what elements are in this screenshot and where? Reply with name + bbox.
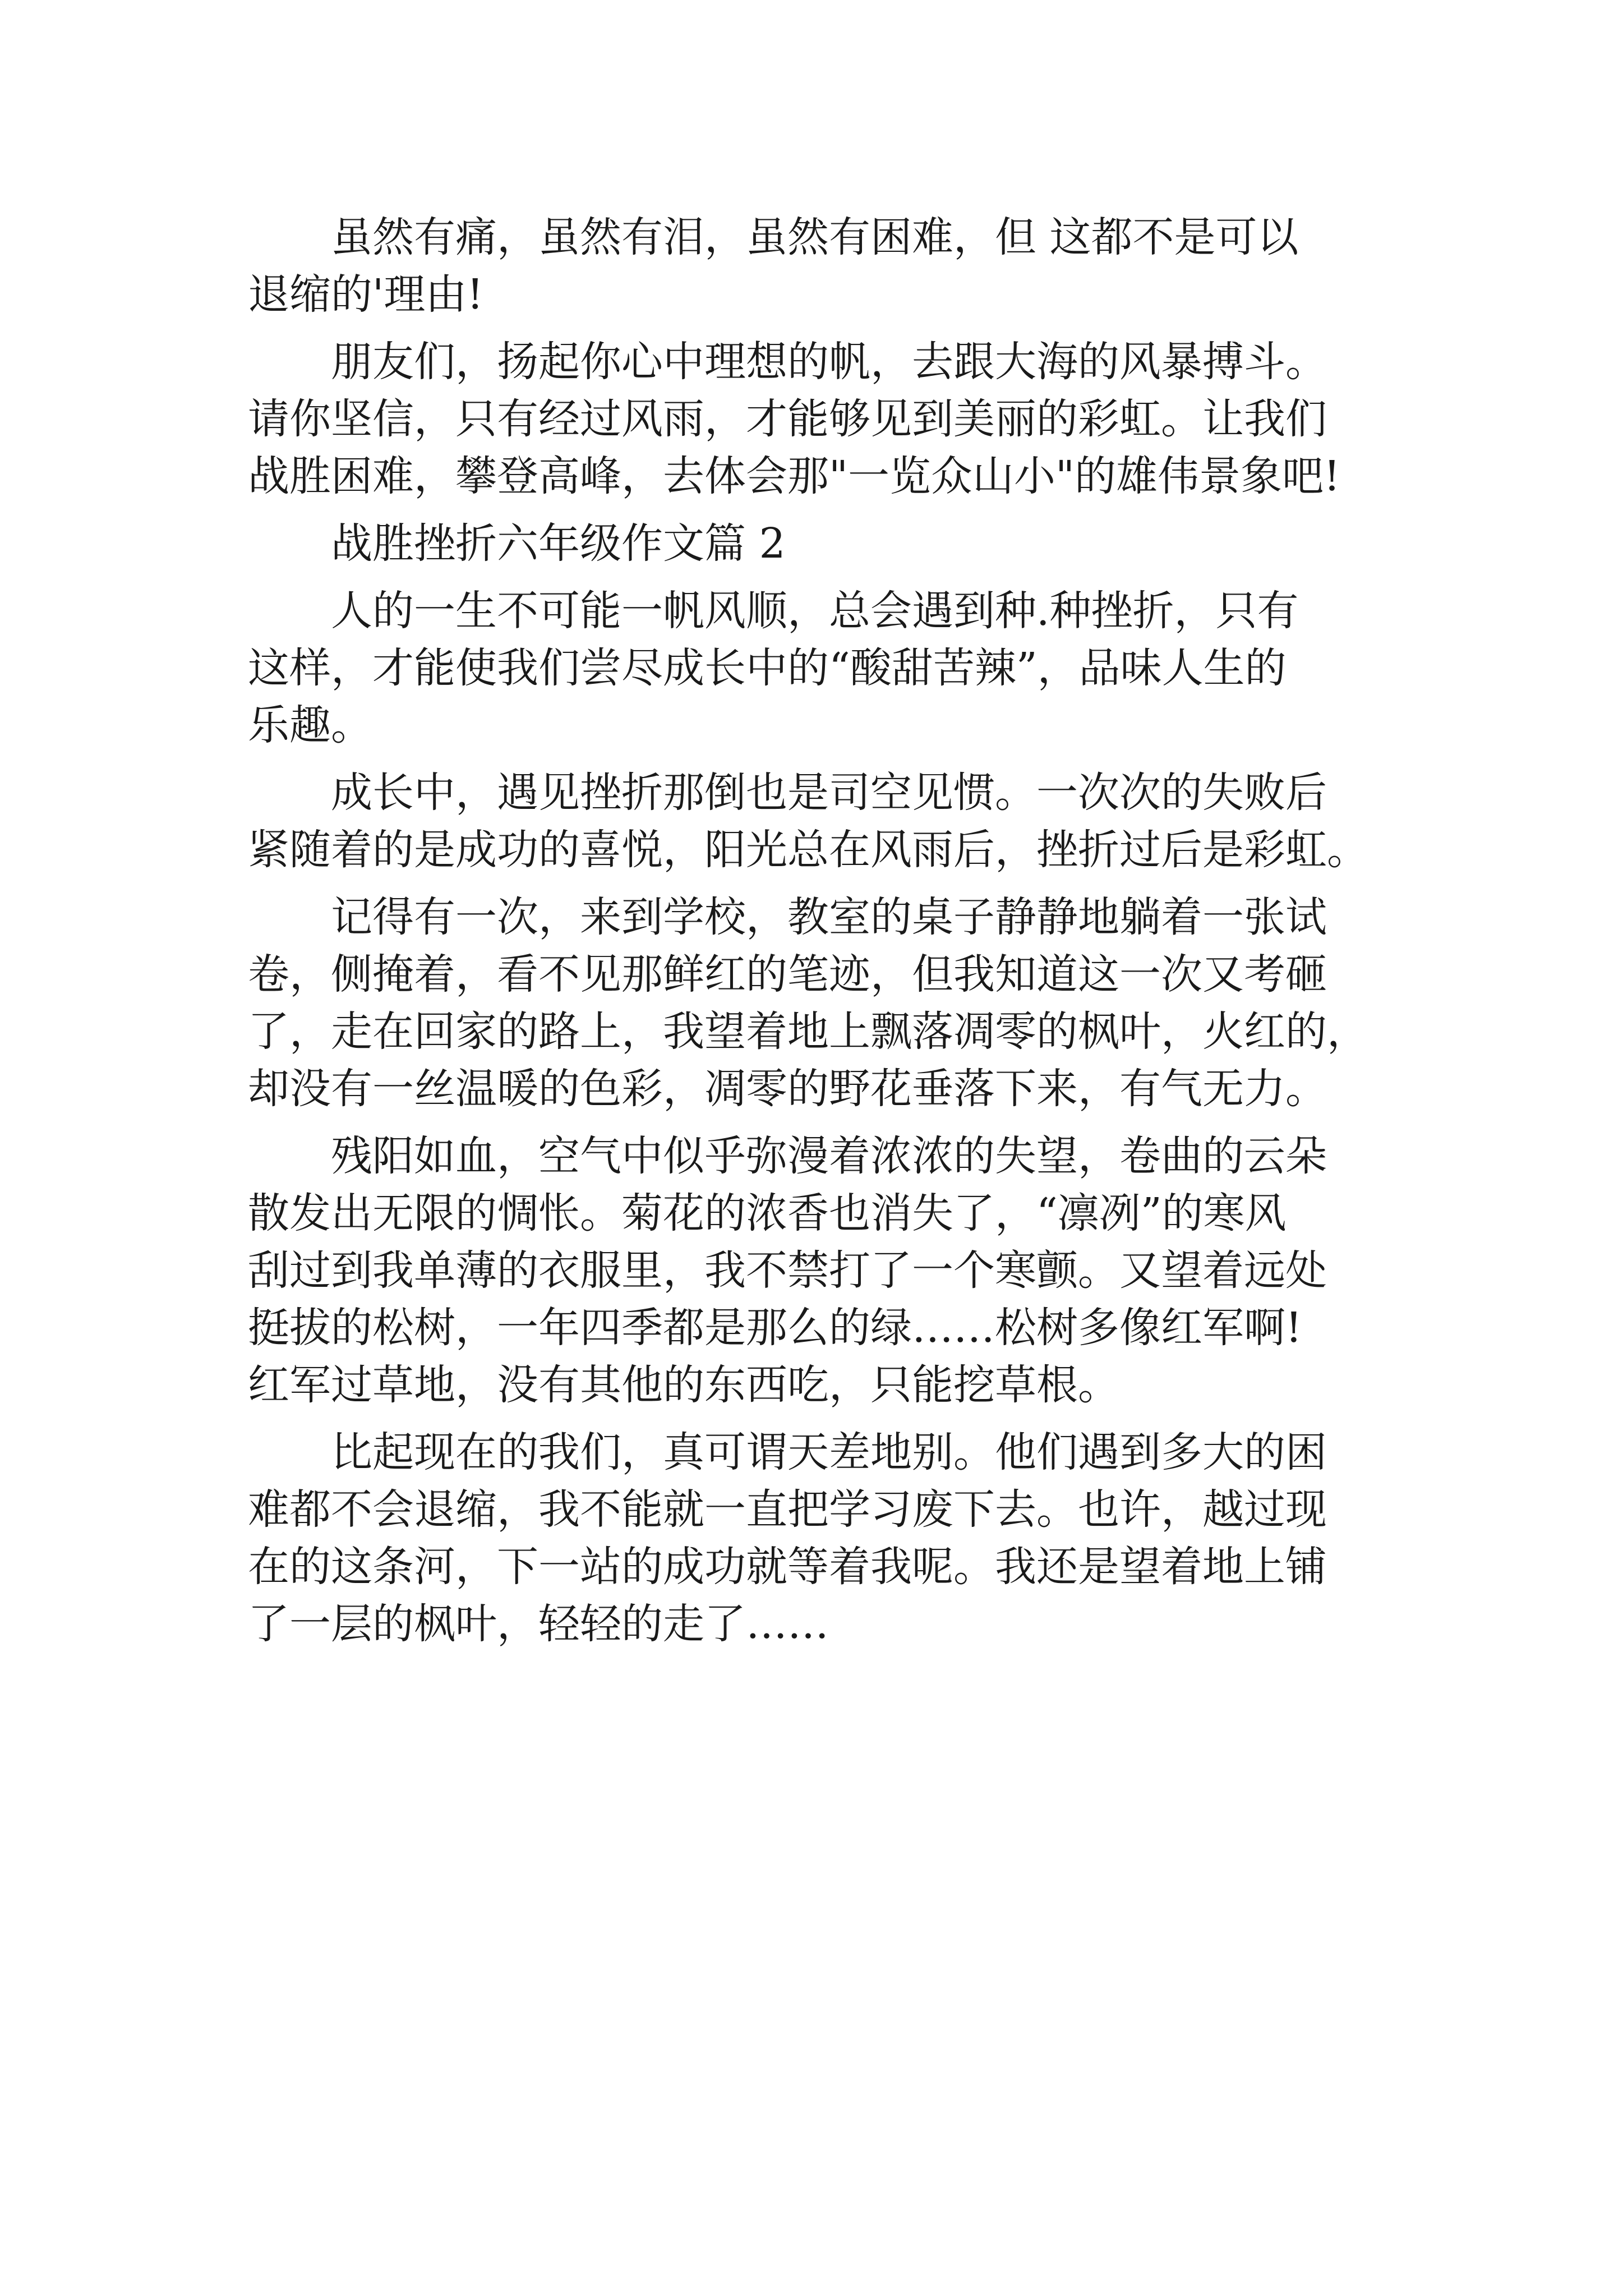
text-line: 却没有一丝温暖的色彩，凋零的野花垂落下来，有气无力。 [248, 1065, 1327, 1113]
paragraph-4 [248, 764, 1392, 878]
title-text: 战胜挫折六年级作文篇 2 [331, 519, 786, 568]
paragraph-5 [248, 889, 1392, 1117]
text-line: 紧随着的是成功的喜悦，阳光总在风雨后，挫折过后是彩虹。 [248, 826, 1368, 874]
text-line: 乐趣。 [248, 701, 372, 749]
text-line: 虽然有痛，虽然有泪，虽然有困难，但 这都不是可以 [331, 213, 1299, 261]
text-line: 刮过到我单薄的衣服里，我不禁打了一个寒颤。又望着远处 [248, 1246, 1327, 1295]
text-line: 了一层的枫叶，轻轻的走了…… [248, 1600, 829, 1648]
paragraph-3 [248, 582, 1392, 754]
text-line: 记得有一次，来到学校，教室的桌子静静地躺着一张试 [331, 893, 1327, 941]
text-line: 红军过草地，没有其他的东西吃，只能挖草根。 [248, 1361, 1119, 1409]
text-line: 卷，侧掩着，看不见那鲜红的笔迹，但我知道这一次又考砸 [248, 950, 1327, 999]
paragraph-2 [248, 333, 1392, 505]
paragraph-7 [248, 1424, 1392, 1653]
paragraph-1 [248, 209, 1392, 323]
text-line: 了，走在回家的路上，我望着地上飘落凋零的枫叶，火红的， [248, 1007, 1368, 1056]
paragraph-6 [248, 1128, 1392, 1414]
text-line: 残阳如血，空气中似乎弥漫着浓浓的失望，卷曲的云朵 [331, 1132, 1327, 1180]
text-line: 请你坚信，只有经过风雨，才能够见到美丽的彩虹。让我们 [248, 395, 1327, 443]
text-line: 退缩的'理由! [248, 270, 484, 319]
text-line: 战胜困难，攀登高峰，去体会那"一览众山小"的雄伟景象吧! [248, 452, 1340, 500]
text-line: 比起现在的我们，真可谓天差地别。他们遇到多大的困 [331, 1428, 1327, 1476]
section-title [248, 515, 1392, 572]
text-line: 朋友们，扬起你心中理想的帆，去跟大海的风暴搏斗。 [331, 338, 1327, 386]
text-line: 人的一生不可能一帆风顺，总会遇到种.种挫折，只有 [331, 587, 1299, 635]
text-line: 这样，才能使我们尝尽成长中的“酸甜苦辣”，品味人生的 [248, 644, 1287, 692]
text-line: 在的这条河，下一站的成功就等着我呢。我还是望着地上铺 [248, 1543, 1327, 1591]
text-line: 挺拔的松树，一年四季都是那么的绿……松树多像红军啊! [248, 1304, 1302, 1352]
text-line: 难都不会退缩，我不能就一直把学习废下去。也许，越过现 [248, 1485, 1327, 1534]
document-body [248, 209, 1392, 1663]
text-line: 散发出无限的惆怅。菊花的浓香也消失了，“凛冽”的寒风 [248, 1189, 1287, 1237]
text-line: 成长中，遇见挫折那倒也是司空见惯。一次次的失败后 [331, 769, 1327, 817]
